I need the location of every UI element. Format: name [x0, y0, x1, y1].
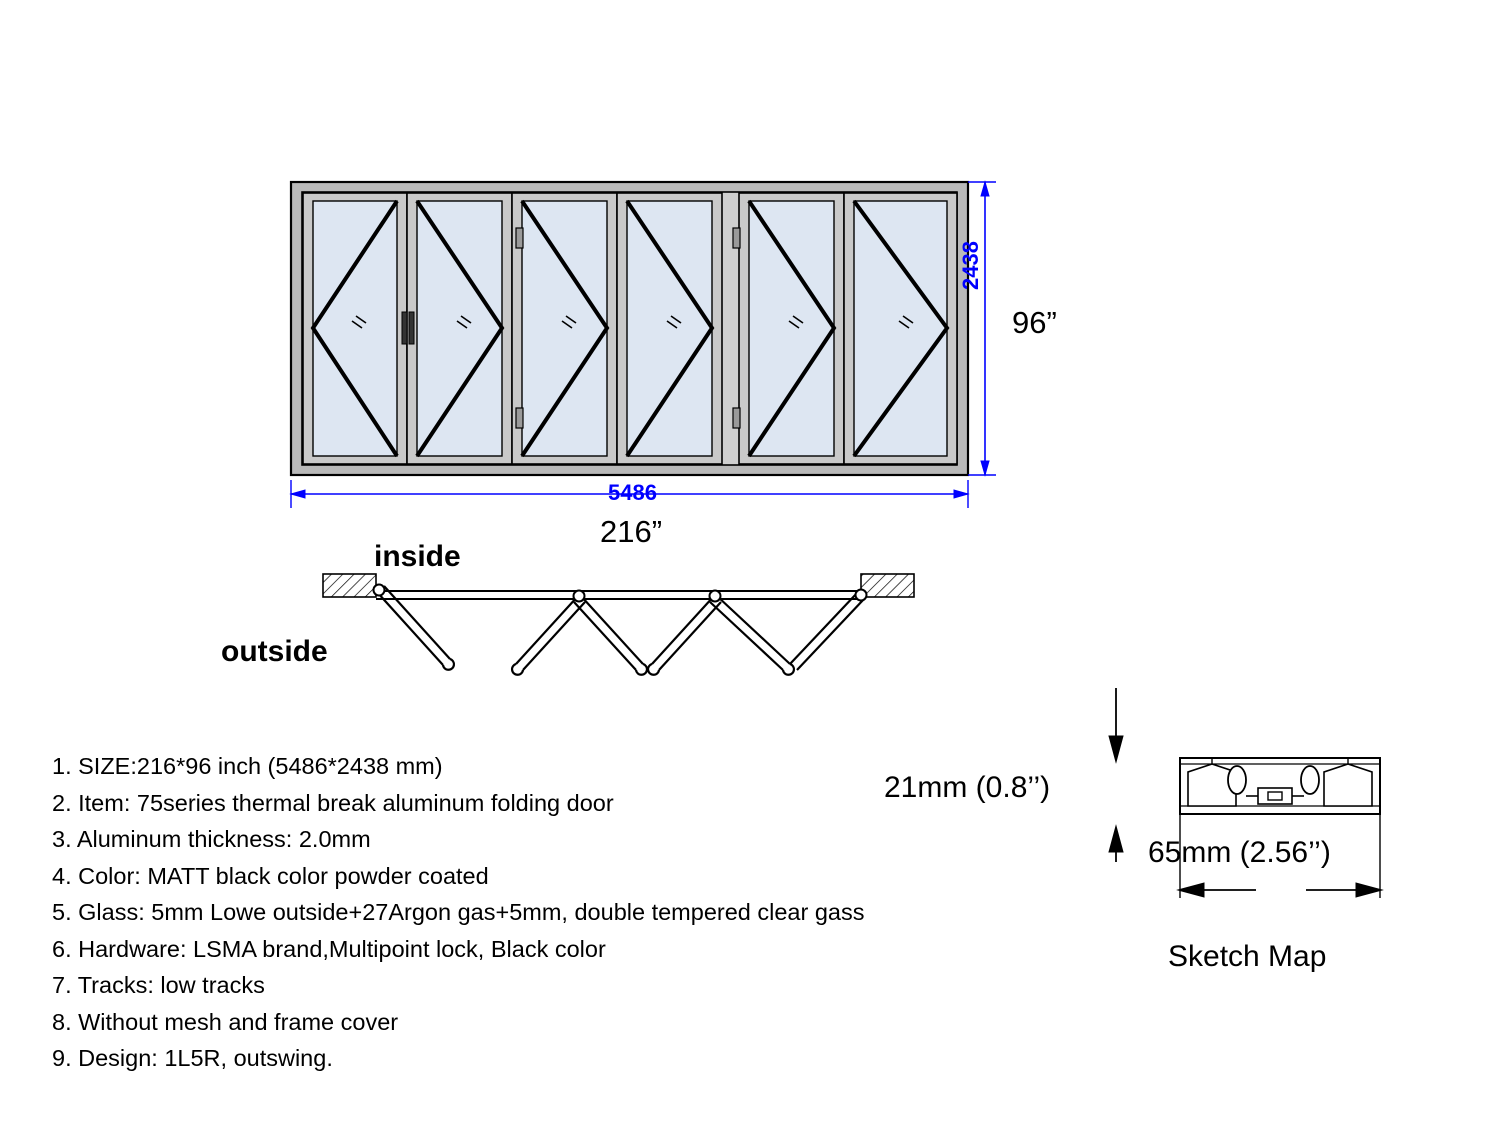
spec-item: 8. Without mesh and frame cover [52, 1008, 399, 1035]
profile-depth-label: 21mm (0.8’’) [884, 771, 1051, 804]
plan-outside-label: outside [221, 635, 328, 668]
plan-view [323, 574, 914, 675]
elevation-width-mm-label: 5486 [608, 480, 657, 505]
plan-leaf-last [790, 590, 867, 671]
elevation-width-inch-label: 216” [600, 514, 663, 549]
sketch-map-title: Sketch Map [1168, 940, 1327, 973]
profile-width-label: 65mm (2.56’’) [1148, 836, 1331, 869]
spec-item: 4. Color: MATT black color powder coated [52, 862, 489, 889]
spec-item: 5. Glass: 5mm Lowe outside+27Argon gas+5mm, double tempered clear gass [52, 899, 865, 925]
spec-item: 3. Aluminum thickness: 2.0mm [52, 826, 371, 852]
spec-item: 6. Hardware: LSMA brand,Multipoint lock, Black color [52, 935, 606, 962]
specification-list [52, 748, 952, 1077]
panel-4 [617, 193, 722, 464]
panel-2 [402, 193, 512, 464]
elevation-height-mm-label: 2438 [958, 241, 983, 290]
spec-item: 1. SIZE:216*96 inch (5486*2438 mm) [52, 753, 443, 779]
panel-6 [844, 193, 957, 464]
panel-1 [303, 193, 407, 464]
elevation-height-inch-label: 96” [1012, 305, 1057, 340]
spec-item: 2. Item: 75series thermal break aluminum folding door [52, 789, 614, 816]
plan-inside-label: inside [374, 540, 461, 573]
panel-3 [512, 193, 617, 464]
plan-leaf-pair-2 [648, 591, 794, 675]
plan-leaf-1 [374, 585, 454, 670]
plan-leaf-pair-1 [512, 591, 647, 675]
spec-item: 7. Tracks: low tracks [52, 972, 265, 998]
elevation-view [291, 182, 968, 475]
spec-item: 9. Design: 1L5R, outswing. [52, 1045, 333, 1071]
panel-5 [733, 193, 844, 464]
